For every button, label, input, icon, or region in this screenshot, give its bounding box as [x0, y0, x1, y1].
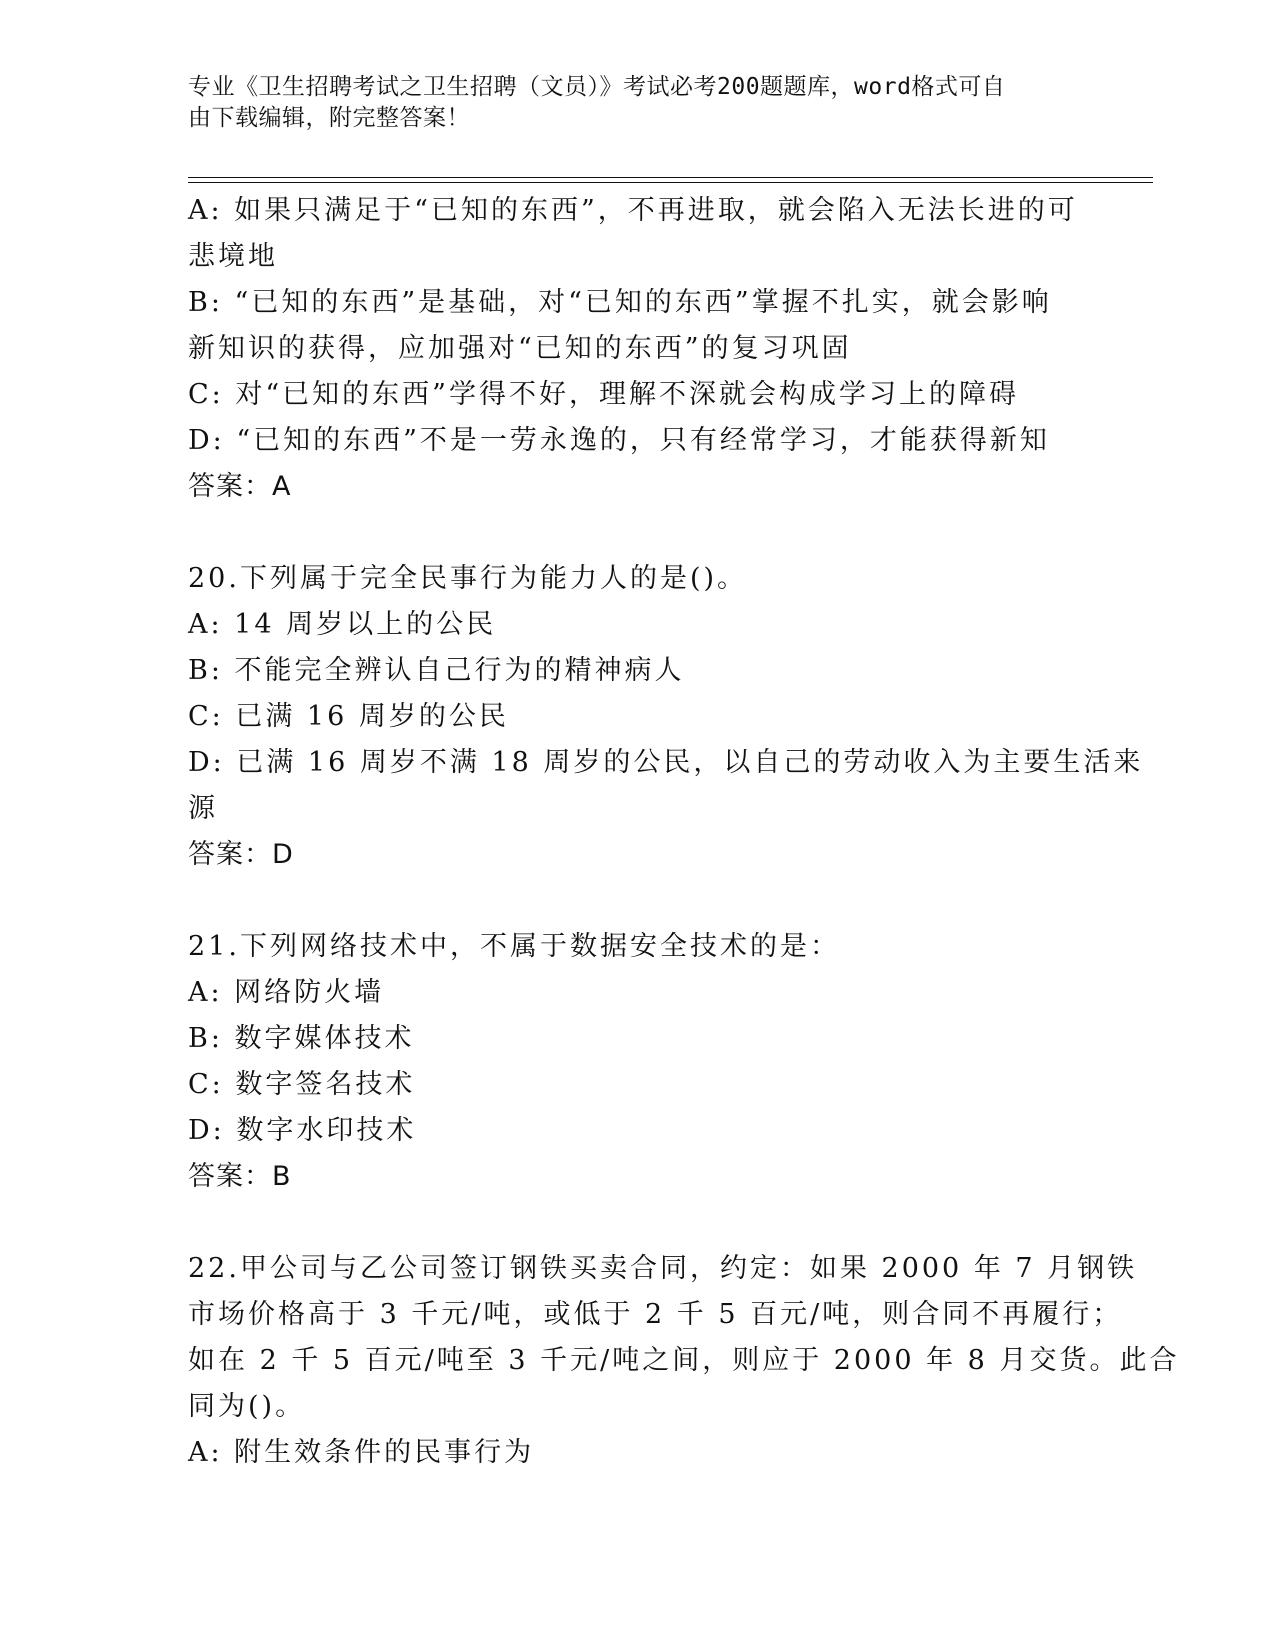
option-b-line-1: B: “已知的东西”是基础，对“已知的东西”掌握不扎实，就会影响: [188, 287, 1052, 318]
question-block-22: [188, 1246, 1180, 1476]
option-d-line-1: D: 已满 16 周岁不满 18 周岁的公民，以自己的劳动收入为主要生活来: [188, 747, 1144, 778]
option-a-line-1: A: 如果只满足于“已知的东西”，不再进取，就会陷入无法长进的可: [188, 195, 1078, 226]
option-c: C: 数字签名技术: [188, 1069, 416, 1100]
option-a: A: 网络防火墙: [188, 977, 385, 1008]
spacer: [188, 878, 1088, 924]
question-text: 21.下列网络技术中，不属于数据安全技术的是：: [188, 931, 840, 962]
option-c: C: 对“已知的东西”学得不好，理解不深就会构成学习上的障碍: [188, 379, 1019, 410]
option-c: C: 已满 16 周岁的公民: [188, 701, 509, 732]
question-text-line-2: 市场价格高于 3 千元/吨，或低于 2 千 5 百元/吨，则合同不再履行；: [188, 1299, 1123, 1330]
header-divider-bottom: [188, 182, 1153, 183]
answer-label: 答案：B: [188, 1161, 292, 1192]
header-divider-top: [188, 177, 1153, 178]
option-b: B: 数字媒体技术: [188, 1023, 415, 1054]
spacer: [188, 1200, 1088, 1246]
option-a: A: 附生效条件的民事行为: [188, 1437, 535, 1468]
question-text: 20.下列属于完全民事行为能力人的是()。: [188, 563, 748, 594]
spacer: [188, 510, 1088, 556]
answer-label: 答案：A: [188, 471, 292, 502]
header-line-1: 专业《卫生招聘考试之卫生招聘（文员）》考试必考200题题库，word格式可自: [188, 74, 1006, 100]
option-b: B: 不能完全辨认自己行为的精神病人: [188, 655, 685, 686]
question-text-line-3: 如在 2 千 5 百元/吨至 3 千元/吨之间，则应于 2000 年 8 月交货。此合: [188, 1345, 1180, 1376]
answer-label: 答案：D: [188, 839, 294, 870]
question-block-previous: [188, 188, 1088, 510]
question-text-line-1: 22.甲公司与乙公司签订钢铁买卖合同，约定：如果 2000 年 7 月钢铁: [188, 1253, 1138, 1284]
header-line-2: 由下载编辑，附完整答案！: [188, 105, 470, 131]
question-text-line-4: 同为()。: [188, 1391, 306, 1422]
option-a: A: 14 周岁以上的公民: [188, 609, 497, 640]
document-header: [188, 72, 1068, 134]
question-block-21: [188, 924, 1088, 1200]
option-d-line-2: 源: [188, 793, 218, 824]
option-d: D: “已知的东西”不是一劳永逸的，只有经常学习，才能获得新知: [188, 425, 1050, 456]
question-block-20: [188, 556, 1144, 878]
option-a-line-2: 悲境地: [188, 241, 278, 272]
option-d: D: 数字水印技术: [188, 1115, 417, 1146]
document-body: [188, 188, 1180, 1476]
option-b-line-2: 新知识的获得，应加强对“已知的东西”的复习巩固: [188, 333, 852, 364]
